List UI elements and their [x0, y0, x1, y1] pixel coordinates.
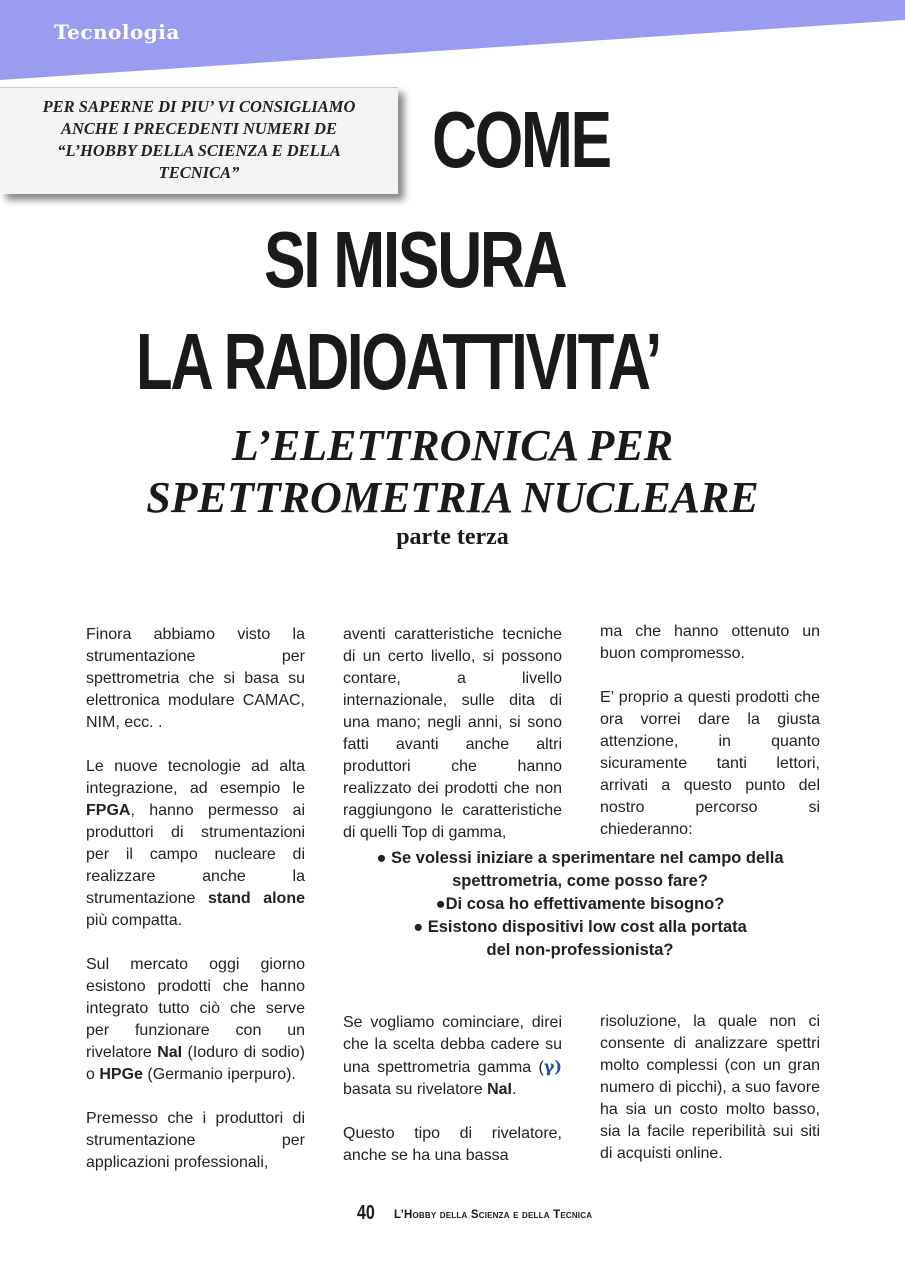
question-line: del non-professionista?	[486, 941, 674, 959]
paragraph: Premesso che i produttori di strumentazione per applicazioni professionali,	[86, 1110, 305, 1171]
paragraph: Finora abbiamo visto la strumentazione per spettrometria che si basa su elettronica modulare CAMAC, NIM, ecc. .	[86, 626, 305, 731]
subtitle-line-1: L’ELETTRONICA PER	[231, 421, 674, 470]
column-1	[86, 624, 305, 1196]
magazine-name: L’Hobby della Scienza e della Tecnica	[394, 1209, 593, 1221]
paragraph: Se vogliamo cominciare, direi che la scelta debba cadere su una spettrometria gamma (γ) basata su rivelatore NaI.	[343, 1014, 562, 1098]
title-line-3: LA RADIOATTIVITA’	[136, 317, 660, 406]
title-line-1: COME	[432, 95, 610, 184]
promo-line: ANCHE I PRECEDENTI NUMERI DE	[61, 119, 337, 138]
column-4	[343, 1012, 562, 1189]
footer	[357, 1202, 593, 1225]
promo-line: “L’HOBBY DELLA SCIENZA E DELLA	[57, 141, 341, 160]
subtitle-line-2: SPETTROMETRIA NUCLEARE	[146, 473, 759, 522]
question-line: ● Se volessi iniziare a sperimentare nel campo della	[376, 849, 784, 867]
paragraph: risoluzione, la quale non ci consente di analizzare spettri molto complessi (con un gran numero di picchi), a suo favore ha sia un costo molto basso, sia la facile reperibilità sui siti di acquisti online.	[600, 1013, 820, 1162]
promo-box	[0, 87, 398, 194]
questions-block	[300, 847, 860, 962]
question-line: ●Di cosa ho effettivamente bisogno?	[435, 895, 725, 913]
paragraph: aventi caratteristiche tecniche di un certo livello, si possono contare, a livello internazionale, sulle dita di una mano; negli anni, si sono fatti avanti anche altri produttori che hanno realizzato dei prodotti che non raggiungono le caratteristiche di quelli Top di gamma,	[343, 626, 562, 841]
promo-line: PER SAPERNE DI PIU’ VI CONSIGLIAMO	[42, 97, 356, 116]
column-5	[600, 1011, 820, 1187]
paragraph: Sul mercato oggi giorno esistono prodotti che hanno integrato tutto ciò che serve per funzionare con un rivelatore NaI (Ioduro di sodio) o HPGe (Germanio iperpuro).	[86, 956, 306, 1083]
part-label: parte terza	[396, 524, 509, 550]
header-band	[0, 0, 905, 80]
paragraph: Le nuove tecnologie ad alta integrazione, ad esempio le FPGA, hanno permesso ai produttori di strumentazioni per il campo nucleare di realizzare anche la strumentazione stand alone più compatta.	[86, 758, 305, 929]
title-line-2: SI MISURA	[264, 215, 566, 304]
question-line: spettrometria, come posso fare?	[452, 872, 708, 890]
page-number: 40	[357, 1202, 375, 1224]
section-label: Tecnologia	[54, 20, 180, 44]
paragraph: Questo tipo di rivelatore, anche se ha una bassa	[343, 1125, 562, 1164]
promo-line: TECNICA”	[158, 163, 240, 182]
column-3	[600, 621, 820, 863]
question-line: ● Esistono dispositivi low cost alla portata	[413, 918, 747, 936]
column-2	[343, 624, 562, 866]
promo-text	[0, 96, 398, 184]
paragraph: ma che hanno ottenuto un buon compromesso.	[600, 623, 820, 662]
gamma-symbol: γ)	[543, 1057, 562, 1076]
paragraph: E’ proprio a questi prodotti che ora vorrei dare la giusta attenzione, in quanto sicuramente tanti lettori, arrivati a questo punto del nostro percorso si chiederanno:	[600, 689, 820, 838]
